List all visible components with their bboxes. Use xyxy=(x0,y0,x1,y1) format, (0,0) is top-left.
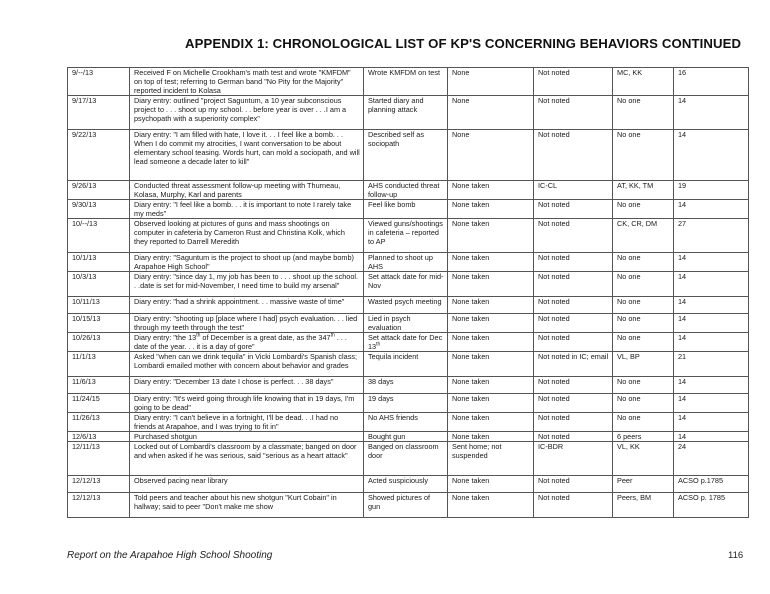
cell-source: 14 xyxy=(674,297,749,314)
cell-date: 11/26/13 xyxy=(68,413,130,432)
table-row xyxy=(68,181,749,200)
cell-intervention: None taken xyxy=(448,394,534,413)
cell-date: 9/30/13 xyxy=(68,200,130,219)
table-row xyxy=(68,432,749,442)
table-row xyxy=(68,377,749,394)
report-title: Report on the Arapahoe High School Shooting xyxy=(67,550,273,561)
cell-date: 9/17/13 xyxy=(68,96,130,130)
text-fragment: . . . date of the year. . . it is a day of gore" xyxy=(134,333,347,351)
text-fragment: of December is a great date, as the 347 xyxy=(200,333,331,342)
cell-source: 14 xyxy=(674,413,749,432)
cell-date: 12/11/13 xyxy=(68,442,130,476)
cell-reported-by: CK, CR, DM xyxy=(613,219,674,253)
cell-intervention: None taken xyxy=(448,493,534,518)
page-title: APPENDIX 1: CHRONOLOGICAL LIST OF KP'S CONCERNING BEHAVIORS CONTINUED xyxy=(185,36,742,51)
cell-action: Set attack date for mid-Nov xyxy=(364,272,448,297)
cell-consequence: Not noted xyxy=(534,96,613,130)
cell-action: Showed pictures of gun xyxy=(364,493,448,518)
table-row xyxy=(68,314,749,333)
cell-date: 11/1/13 xyxy=(68,352,130,377)
cell-consequence: Not noted xyxy=(534,333,613,352)
cell-intervention: None taken xyxy=(448,476,534,493)
cell-action: Described self as sociopath xyxy=(364,130,448,181)
cell-description: Diary entry: "December 13 date I chose is perfect. . . 38 days" xyxy=(130,377,364,394)
cell-date: 10/26/13 xyxy=(68,333,130,352)
cell-source: 14 xyxy=(674,200,749,219)
table-row xyxy=(68,68,749,96)
cell-description: Told peers and teacher about his new shotgun "Kurt Cobain" in hallway; said to peer "Don't make me show xyxy=(130,493,364,518)
cell-date: 12/6/13 xyxy=(68,432,130,442)
cell-source: ACSO p. 1785 xyxy=(674,493,749,518)
cell-action: Bought gun xyxy=(364,432,448,442)
cell-reported-by: No one xyxy=(613,96,674,130)
cell-description: Diary entry: "had a shrink appointment. . . massive waste of time" xyxy=(130,297,364,314)
cell-action: Feel like bomb xyxy=(364,200,448,219)
cell-date: 10/--/13 xyxy=(68,219,130,253)
cell-intervention: None taken xyxy=(448,181,534,200)
cell-intervention: None xyxy=(448,130,534,181)
cell-source: 16 xyxy=(674,68,749,96)
cell-consequence: Not noted xyxy=(534,130,613,181)
cell-reported-by: No one xyxy=(613,314,674,333)
cell-intervention: None taken xyxy=(448,432,534,442)
cell-description: Diary entry: "since day 1, my job has been to . . . shoot up the school. . .date is set for mid-November, I need time to build my arsenal" xyxy=(130,272,364,297)
table-row xyxy=(68,96,749,130)
cell-consequence: Not noted xyxy=(534,314,613,333)
table-row xyxy=(68,272,749,297)
cell-date: 10/3/13 xyxy=(68,272,130,297)
cell-intervention: None taken xyxy=(448,377,534,394)
cell-date: 10/11/13 xyxy=(68,297,130,314)
cell-reported-by: No one xyxy=(613,297,674,314)
cell-source: 14 xyxy=(674,272,749,297)
cell-date: 10/15/13 xyxy=(68,314,130,333)
cell-intervention: None taken xyxy=(448,314,534,333)
cell-action: 38 days xyxy=(364,377,448,394)
cell-reported-by: No one xyxy=(613,200,674,219)
cell-intervention: None taken xyxy=(448,253,534,272)
cell-reported-by: No one xyxy=(613,377,674,394)
cell-consequence: Not noted xyxy=(534,68,613,96)
cell-consequence: Not noted xyxy=(534,493,613,518)
cell-source: 21 xyxy=(674,352,749,377)
cell-consequence: Not noted xyxy=(534,219,613,253)
cell-intervention: None xyxy=(448,96,534,130)
table-row xyxy=(68,442,749,476)
cell-consequence: Not noted in IC; email xyxy=(534,352,613,377)
cell-source: 14 xyxy=(674,253,749,272)
cell-source: 24 xyxy=(674,442,749,476)
cell-reported-by: 6 peers xyxy=(613,432,674,442)
cell-description: Diary entry: "Saguntum is the project to shoot up (and maybe bomb) Arapahoe High School" xyxy=(130,253,364,272)
cell-intervention: None taken xyxy=(448,297,534,314)
cell-date: 11/24/15 xyxy=(68,394,130,413)
cell-action: Planned to shoot up AHS xyxy=(364,253,448,272)
cell-intervention: None taken xyxy=(448,200,534,219)
cell-action: Started diary and planning attack xyxy=(364,96,448,130)
cell-source: ACSO p.1785 xyxy=(674,476,749,493)
text-fragment: th xyxy=(330,332,335,339)
cell-consequence: Not noted xyxy=(534,200,613,219)
cell-action: Banged on classroom door xyxy=(364,442,448,476)
cell-intervention: None taken xyxy=(448,352,534,377)
cell-source: 14 xyxy=(674,314,749,333)
cell-description: Diary entry: "I can't believe in a fortnight, I'll be dead. . .I had no friends at Arapahoe, and I was trying to fit in" xyxy=(130,413,364,432)
cell-intervention: Sent home; not suspended xyxy=(448,442,534,476)
cell-reported-by: Peer xyxy=(613,476,674,493)
cell-action: Acted suspiciously xyxy=(364,476,448,493)
cell-intervention: None xyxy=(448,68,534,96)
cell-description: Diary entry: "I am filled with hate, I love it. . . I feel like a bomb. . . When I do commit my atrocities, I want conversation to be about elementary school teasing. Words hurt, can mold a sociopath, and will lead someone a decade later to kill" xyxy=(130,130,364,181)
cell-source: 14 xyxy=(674,394,749,413)
cell-reported-by: No one xyxy=(613,130,674,181)
cell-source: 14 xyxy=(674,96,749,130)
cell-source: 14 xyxy=(674,377,749,394)
cell-consequence: IC-CL xyxy=(534,181,613,200)
cell-reported-by: No one xyxy=(613,333,674,352)
cell-consequence: Not noted xyxy=(534,476,613,493)
cell-consequence: Not noted xyxy=(534,253,613,272)
behavior-table xyxy=(67,67,749,518)
cell-source: 19 xyxy=(674,181,749,200)
cell-reported-by: Peers, BM xyxy=(613,493,674,518)
table-row xyxy=(68,219,749,253)
cell-action: Wrote KMFDM on test xyxy=(364,68,448,96)
cell-reported-by: VL, KK xyxy=(613,442,674,476)
text-fragment: Diary entry: "the 13 xyxy=(134,333,197,342)
cell-description: Diary entry: "I feel like a bomb. . . it is important to note I rarely take my meds" xyxy=(130,200,364,219)
cell-action: Wasted psych meeting xyxy=(364,297,448,314)
table-row xyxy=(68,352,749,377)
cell-consequence: Not noted xyxy=(534,297,613,314)
cell-intervention: None taken xyxy=(448,219,534,253)
cell-consequence: Not noted xyxy=(534,413,613,432)
cell-description: Diary entry: "shooting up [place where I had] psych evaluation. . . lied through my teeth through the test" xyxy=(130,314,364,333)
table-row xyxy=(68,253,749,272)
cell-reported-by: AT, KK, TM xyxy=(613,181,674,200)
cell-reported-by: VL, BP xyxy=(613,352,674,377)
cell-intervention: None taken xyxy=(448,413,534,432)
cell-date: 9/26/13 xyxy=(68,181,130,200)
cell-source: 14 xyxy=(674,333,749,352)
cell-action: AHS conducted threat follow-up xyxy=(364,181,448,200)
table-row xyxy=(68,413,749,432)
cell-reported-by: No one xyxy=(613,253,674,272)
cell-action: 19 days xyxy=(364,394,448,413)
page-number: 116 xyxy=(728,550,744,561)
cell-date: 12/12/13 xyxy=(68,493,130,518)
text-fragment: Set attack date for Dec 13 xyxy=(368,333,443,351)
cell-reported-by: No one xyxy=(613,413,674,432)
text-fragment: th xyxy=(196,332,201,339)
table-row xyxy=(68,200,749,219)
cell-reported-by: No one xyxy=(613,272,674,297)
cell-description: Conducted threat assessment follow-up meeting with Thurneau, Kolasa, Murphy, Karl and parents xyxy=(130,181,364,200)
cell-date: 10/1/13 xyxy=(68,253,130,272)
cell-date: 11/6/13 xyxy=(68,377,130,394)
cell-description: Received F on Michelle Crookham's math test and wrote "KMFDM" on top of test; referring to German band "No Pity for the Majority" reported incident to Kolasa xyxy=(130,68,364,96)
table-row xyxy=(68,476,749,493)
cell-action: Lied in psych evaluation xyxy=(364,314,448,333)
cell-description: Diary entry: "It's weird going through life knowing that in 19 days, I'm going to be dead" xyxy=(130,394,364,413)
cell-intervention: None taken xyxy=(448,272,534,297)
cell-reported-by: No one xyxy=(613,394,674,413)
cell-description: Purchased shotgun xyxy=(130,432,364,442)
cell-action: Tequila incident xyxy=(364,352,448,377)
table-row xyxy=(68,394,749,413)
cell-intervention: None taken xyxy=(448,333,534,352)
cell-consequence: Not noted xyxy=(534,432,613,442)
cell-date: 9/22/13 xyxy=(68,130,130,181)
table-row xyxy=(68,493,749,518)
cell-description: Locked out of Lombardi's classroom by a classmate; banged on door and when asked if he was serious, said "serious as a heart attack" xyxy=(130,442,364,476)
cell-action xyxy=(364,333,448,352)
cell-action: Viewed guns/shootings in cafeteria – reported to AP xyxy=(364,219,448,253)
cell-description: Observed looking at pictures of guns and mass shootings on computer in cafeteria by Cameron Rust and Christina Kolk, which they reported to Darrell Meredith xyxy=(130,219,364,253)
cell-action: No AHS friends xyxy=(364,413,448,432)
text-fragment: th xyxy=(376,341,381,348)
cell-date: 9/--/13 xyxy=(68,68,130,96)
cell-source: 14 xyxy=(674,432,749,442)
cell-source: 27 xyxy=(674,219,749,253)
cell-reported-by: MC, KK xyxy=(613,68,674,96)
table-row xyxy=(68,130,749,181)
cell-source: 14 xyxy=(674,130,749,181)
cell-description xyxy=(130,333,364,352)
cell-description: Asked "when can we drink tequila" in Vicki Lombardi's Spanish class; Lombardi emailed mother with concern about behavior and grades xyxy=(130,352,364,377)
cell-consequence: IC-BDR xyxy=(534,442,613,476)
cell-consequence: Not noted xyxy=(534,272,613,297)
cell-description: Diary entry: outlined "project Saguntum, a 10 year subconscious project to . . . shoot up my school. . . before year is over . . .I am a psychopath with a superiority complex" xyxy=(130,96,364,130)
table-row xyxy=(68,333,749,352)
cell-consequence: Not noted xyxy=(534,377,613,394)
cell-description: Observed pacing near library xyxy=(130,476,364,493)
table-row xyxy=(68,297,749,314)
table-body xyxy=(68,68,749,518)
cell-consequence: Not noted xyxy=(534,394,613,413)
cell-date: 12/12/13 xyxy=(68,476,130,493)
